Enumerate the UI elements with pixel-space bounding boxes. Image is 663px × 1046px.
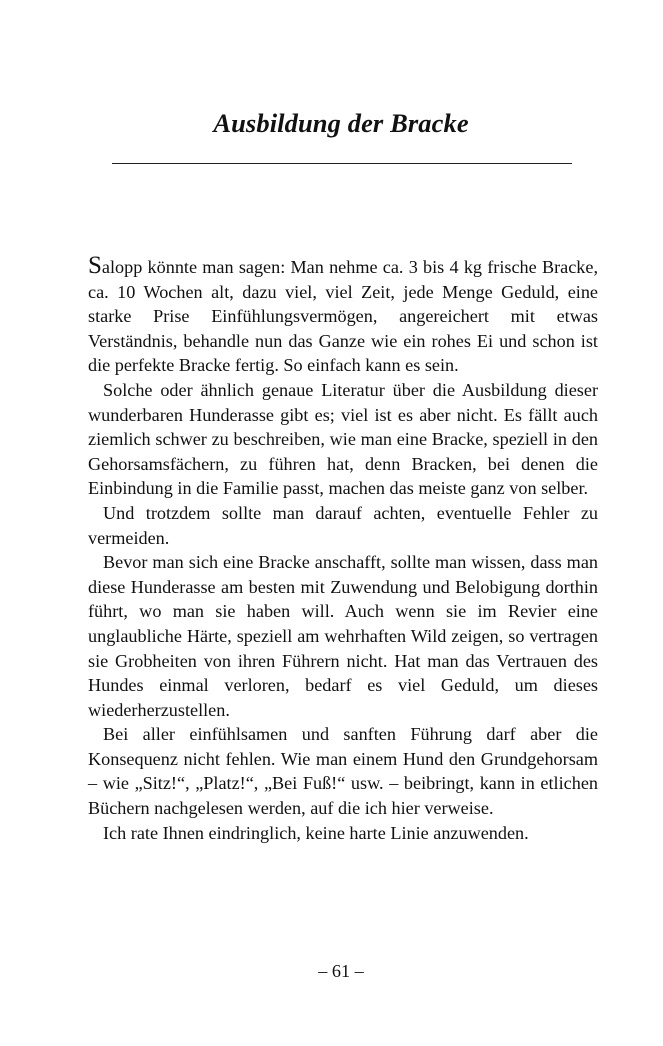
paragraph-1 <box>88 252 598 378</box>
paragraph-2: Solche oder ähnlich genaue Literatur über die Ausbildung dieser wunderbaren Hunderasse gibt es; viel ist es aber nicht. Es fällt auch ziemlich schwer zu beschreiben, wie man eine Bracke, speziell in den Gehorsamsfächern, zu führen hat, denn Bracken, bei denen die Einbindung in die Familie passt, machen das meiste ganz von selber. <box>88 379 598 499</box>
paragraph-4: Bevor man sich eine Bracke anschafft, sollte man wissen, dass man diese Hunderasse am besten mit Zuwendung und Belobigung dorthin führt, wo man sie haben will. Auch wenn sie im Revier eine unglaubliche Härte, speziell am wehrhaften Wild zeigen, so vertragen sie Grobheiten von ihren Führern nicht. Hat man das Vertrauen des Hundes einmal verloren, bedarf es viel Geduld, um dieses wiederherzustellen. <box>88 552 598 720</box>
chapter-title: Ausbildung der Bracke <box>213 108 469 138</box>
paragraph-3: Und trotzdem sollte man darauf achten, eventuelle Fehler zu vermeiden. <box>88 502 598 548</box>
page-number: – 61 – <box>318 961 364 981</box>
paragraph-1-text: alopp könnte man sagen: Man nehme ca. 3 bis 4 kg frische Bracke, ca. 10 Wochen alt, dazu viel, viel Zeit, jede Menge Geduld, eine starke Prise Einfühlungsvermögen, angereichert mit etwas Verständnis, behandle nun das Ganze wie ein rohes Ei und schon ist die perfekte Bracke fertig. So einfach kann es sein. <box>88 257 598 376</box>
paragraph-6: Ich rate Ihnen eindringlich, keine harte Linie anzuwenden. <box>103 822 529 843</box>
title-divider <box>112 163 572 164</box>
initial-letter: S <box>88 252 102 279</box>
body-text <box>88 252 598 845</box>
paragraph-5: Bei aller einfühlsamen und sanften Führung darf aber die Konsequenz nicht fehlen. Wie man einem Hund den Grundgehorsam – wie „Sitz!“, „Platz!“, „Bei Fuß!“ usw. – beibringt, kann in etlichen Büchern nachgelesen werden, auf die ich hier verweise. <box>88 724 598 819</box>
